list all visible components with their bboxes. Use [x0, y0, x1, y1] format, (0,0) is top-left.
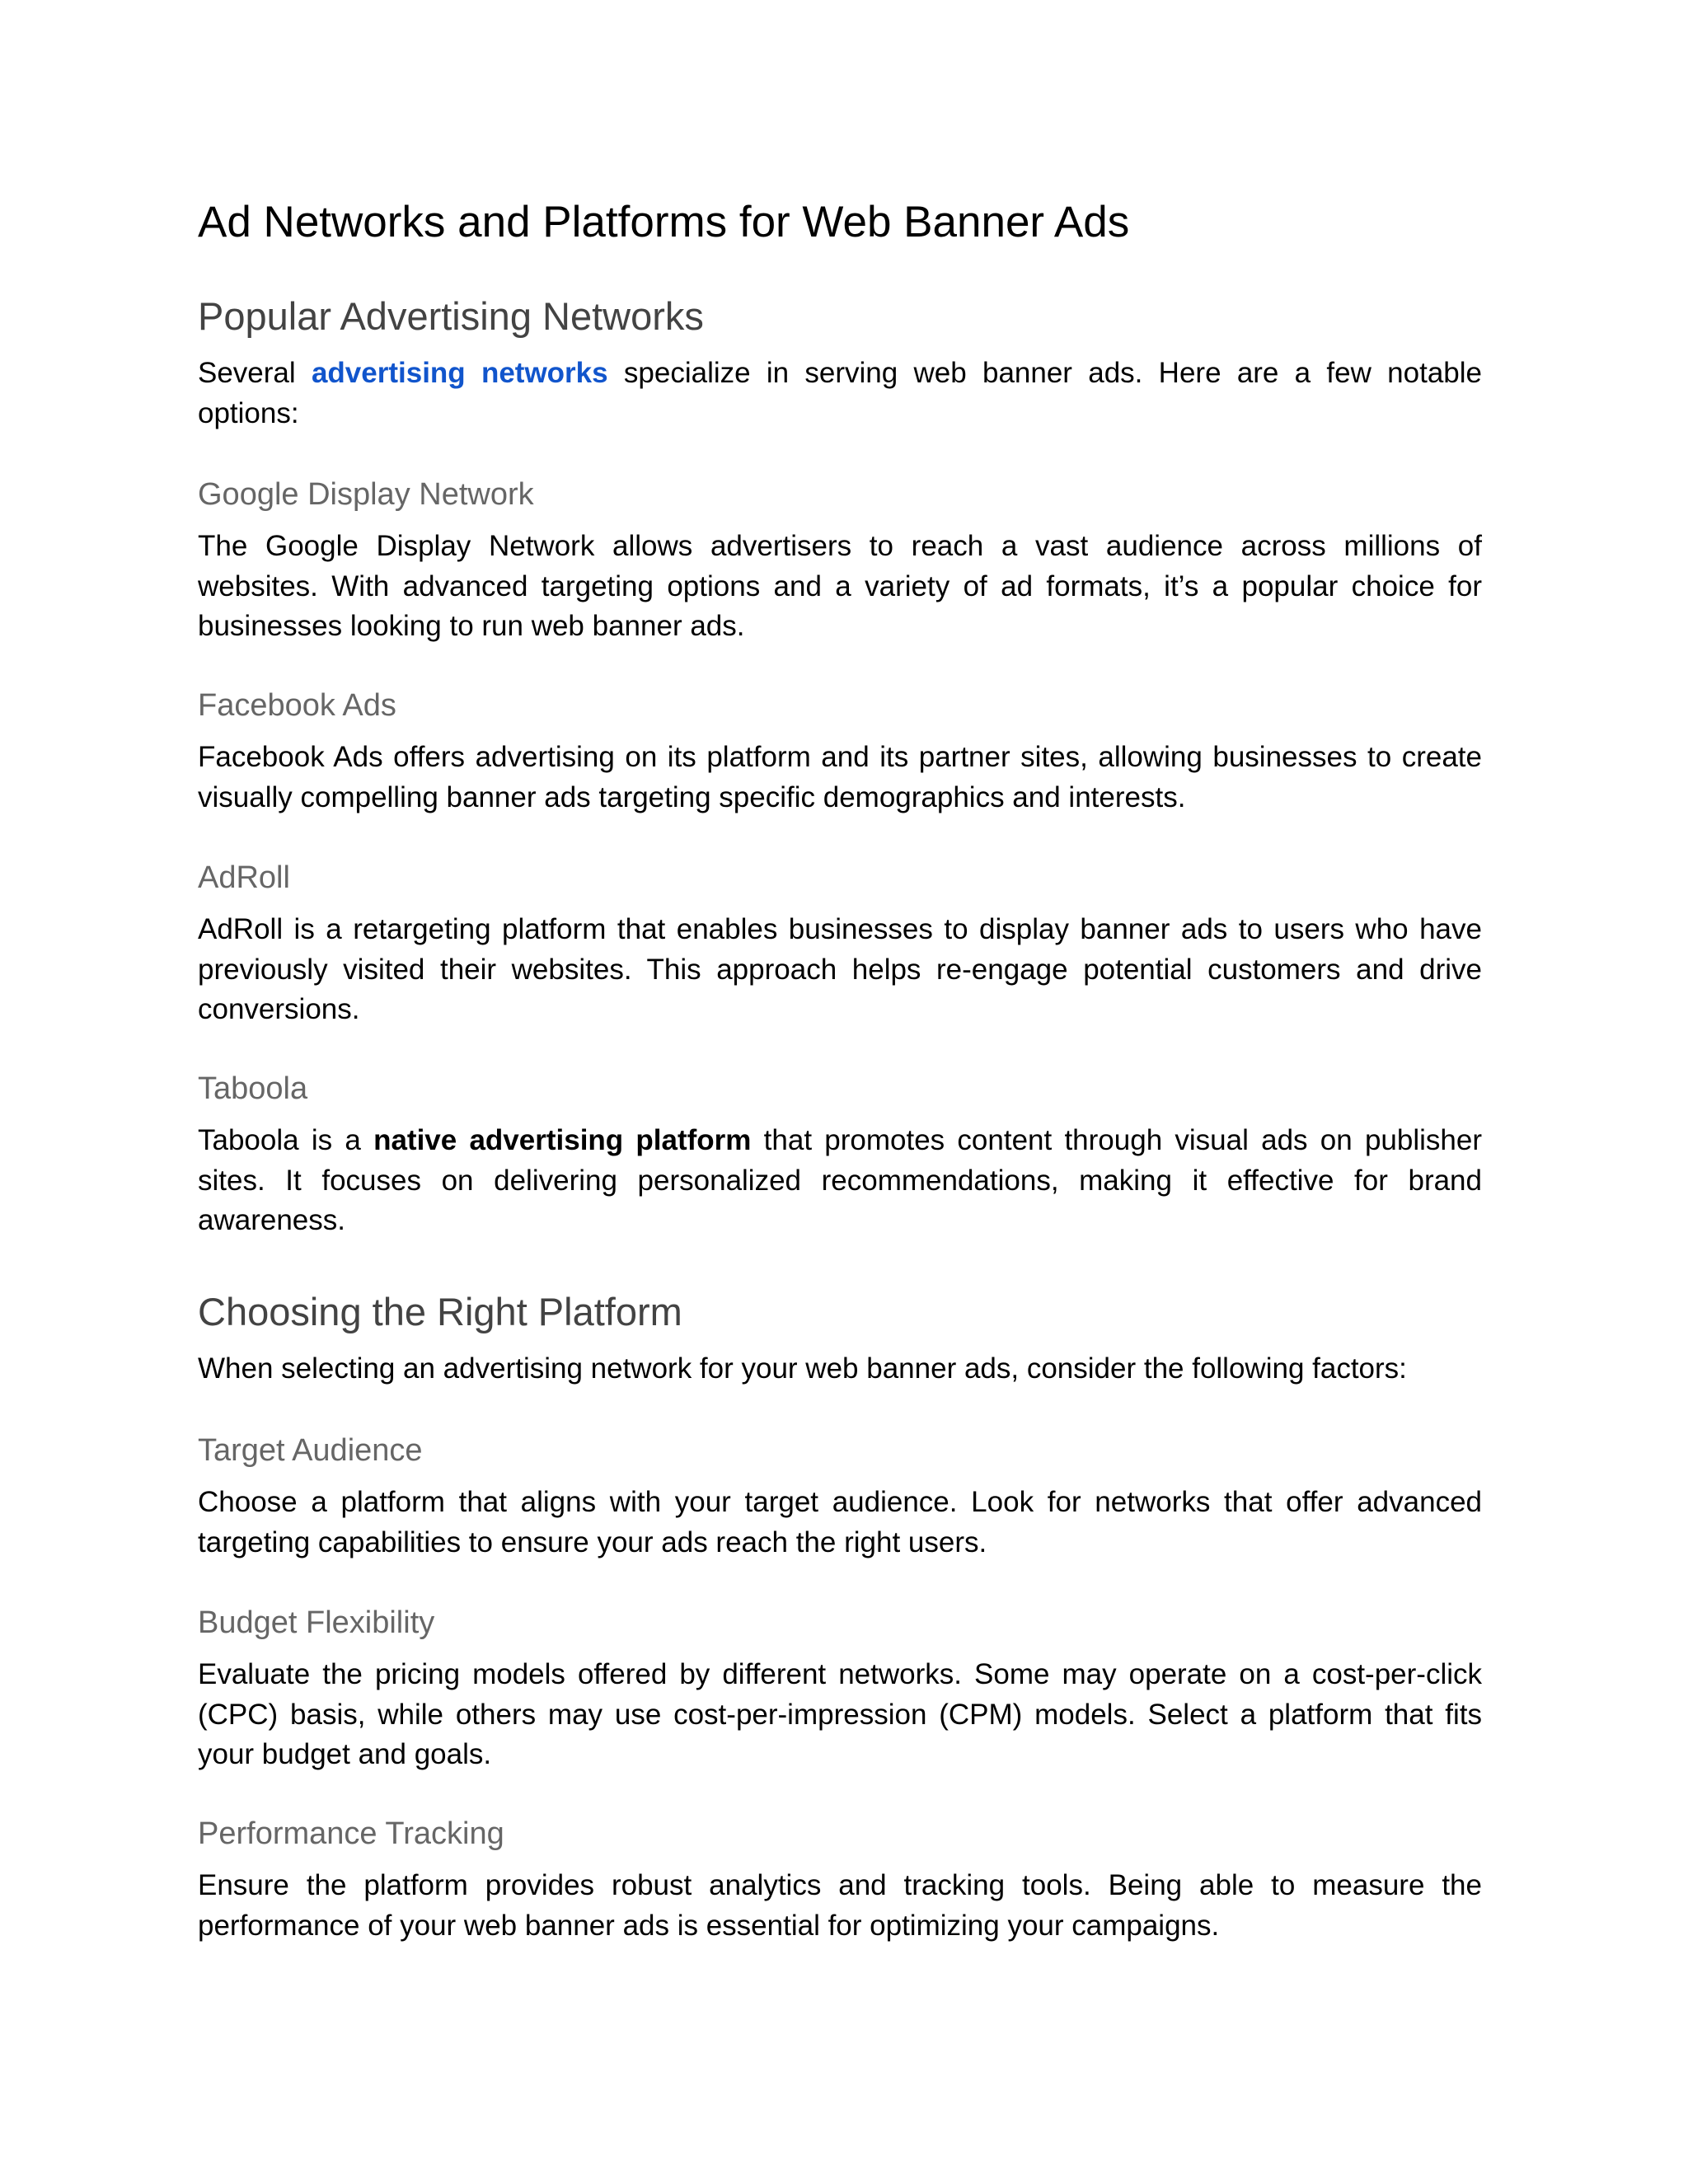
- paragraph-performance-tracking: Ensure the platform provides robust analytics and tracking tools. Being able to measure the performance of your web banner ads is essential for optimizing your campaigns.: [198, 1869, 1482, 1942]
- paragraph-google-display-network: The Google Display Network allows advertisers to reach a vast audience across millions of websites. With advanced targeting options and a variety of ad formats, it’s a popular choice for businesses looking to run web banner ads.: [198, 530, 1482, 642]
- paragraph-target-audience: Choose a platform that aligns with your target audience. Look for networks that offer advanced targeting capabilities to ensure your ads reach the right users.: [198, 1486, 1482, 1558]
- section-intro-popular-networks: [198, 354, 1482, 434]
- document-title: Ad Networks and Platforms for Web Banner Ads: [198, 198, 1130, 246]
- subheading-taboola: Taboola: [198, 1071, 308, 1106]
- taboola-text-before: Taboola is a: [198, 1124, 374, 1156]
- intro-text-before: Several: [198, 357, 312, 389]
- native-advertising-platform-emphasis: native advertising platform: [373, 1124, 752, 1156]
- section-heading-popular-networks: Popular Advertising Networks: [198, 294, 704, 338]
- advertising-networks-link[interactable]: advertising networks: [311, 357, 608, 389]
- subheading-performance-tracking: Performance Tracking: [198, 1816, 504, 1851]
- subheading-budget-flexibility: Budget Flexibility: [198, 1605, 435, 1640]
- paragraph-facebook-ads: Facebook Ads offers advertising on its platform and its partner sites, allowing businesses to create visually compelling banner ads targeting specific demographics and interests.: [198, 741, 1482, 813]
- subheading-adroll: AdRoll: [198, 860, 290, 895]
- taboola-text-after: that promotes content through visual ads on publisher sites. It focuses on delivering personalized recommendations, making it effective for brand awareness.: [198, 1124, 1482, 1236]
- intro-text-after: specialize in serving web banner ads. Here are a few notable options:: [198, 357, 1482, 429]
- paragraph-taboola: [198, 1121, 1482, 1241]
- paragraph-budget-flexibility: Evaluate the pricing models offered by different networks. Some may operate on a cost-per-click (CPC) basis, while others may use cost-per-impression (CPM) models. Select a platform that fits your budget and goals.: [198, 1658, 1482, 1770]
- section-intro-choosing-platform: When selecting an advertising network for your web banner ads, consider the following factors:: [198, 1352, 1407, 1385]
- subheading-target-audience: Target Audience: [198, 1433, 423, 1468]
- subheading-facebook-ads: Facebook Ads: [198, 688, 396, 723]
- paragraph-adroll: AdRoll is a retargeting platform that enables businesses to display banner ads to users who have previously visited their websites. This approach helps re-engage potential customers and drive conversions.: [198, 913, 1482, 1025]
- section-heading-choosing-platform: Choosing the Right Platform: [198, 1290, 682, 1333]
- subheading-google-display-network: Google Display Network: [198, 477, 534, 512]
